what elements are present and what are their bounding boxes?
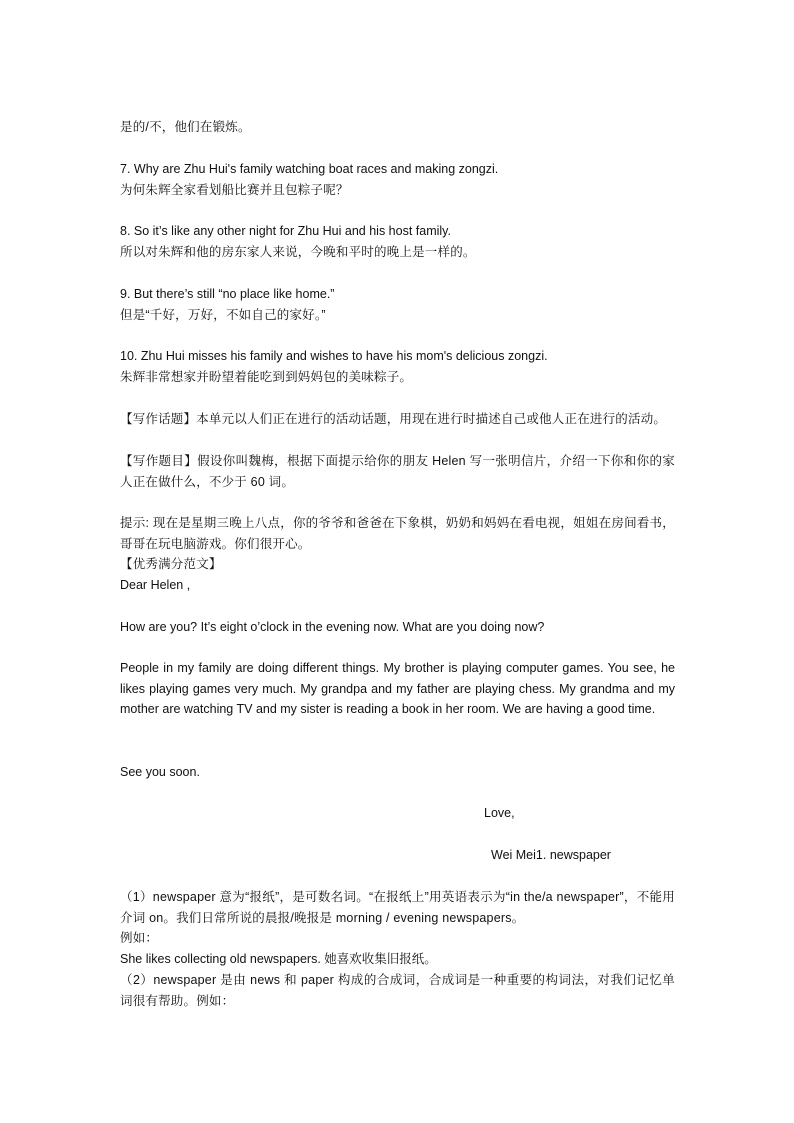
letter-greeting: Dear Helen , xyxy=(120,578,191,592)
letter-closing: See you soon. xyxy=(120,765,200,779)
sentence-8-cn: 所以对朱辉和他的房东家人来说，今晚和平时的晚上是一样的。 xyxy=(120,245,476,259)
writing-hint: 提示: 现在是星期三晚上八点，你的爷爷和爸爸在下象棋，奶奶和妈妈在看电视，姐姐在房间看书，哥哥在玩电脑游戏。你们很开心。 xyxy=(120,516,675,551)
letter-love: Love, xyxy=(484,806,515,820)
sentence-7-cn: 为何朱辉全家看划船比赛并且包粽子呢？ xyxy=(120,183,349,197)
answer-line: 是的/不，他们在锻炼。 xyxy=(120,120,251,134)
letter-signature: Wei Mei1. newspaper xyxy=(491,848,611,862)
sentence-10-cn: 朱辉非常想家并盼望着能吃到到妈妈包的美味粽子。 xyxy=(120,370,413,384)
writing-topic: 【写作话题】本单元以人们正在进行的活动话题，用现在进行时描述自己或他人正在进行的活动。 xyxy=(120,412,667,426)
sentence-10-en: 10. Zhu Hui misses his family and wishes to have his mom's delicious zongzi. xyxy=(120,349,548,363)
model-essay-heading: 【优秀满分范文】 xyxy=(120,557,222,571)
writing-task: 【写作题目】假设你叫魏梅，根据下面提示给你的朋友 Helen 写一张明信片，介绍一下你和你的家人正在做什么，不少于 60 词。 xyxy=(120,454,675,489)
sentence-7-en: 7. Why are Zhu Hui's family watching boat races and making zongzi. xyxy=(120,162,499,176)
sentence-8-en: 8. So it’s like any other night for Zhu Hui and his host family. xyxy=(120,224,451,238)
letter-body: People in my family are doing different things. My brother is playing computer games. You see, he likes playing games very much. My grandpa and my father are playing chess. My grandma and my mother are watching TV and my sister is reading a book in her room. We are having a good time. xyxy=(120,661,675,716)
letter-opening: How are you? It’s eight o’clock in the evening now. What are you doing now? xyxy=(120,620,545,634)
sentence-9-cn: 但是“千好，万好，不如自己的家好。” xyxy=(120,308,326,322)
note-2: （2）newspaper 是由 news 和 paper 构成的合成词，合成词是一种重要的构词法，对我们记忆单词很有帮助。例如： xyxy=(120,973,675,1008)
example-sentence: She likes collecting old newspapers. 她喜欢收集旧报纸。 xyxy=(120,952,437,966)
note-1: （1）newspaper 意为“报纸”，是可数名词。“在报纸上”用英语表示为“in the/a newspaper”，不能用介词 on。我们日常所说的晨报/晚报是 morning / evening newspapers。 xyxy=(120,890,675,925)
example-label: 例如： xyxy=(120,931,159,945)
sentence-9-en: 9. But there’s still “no place like home.” xyxy=(120,287,335,301)
